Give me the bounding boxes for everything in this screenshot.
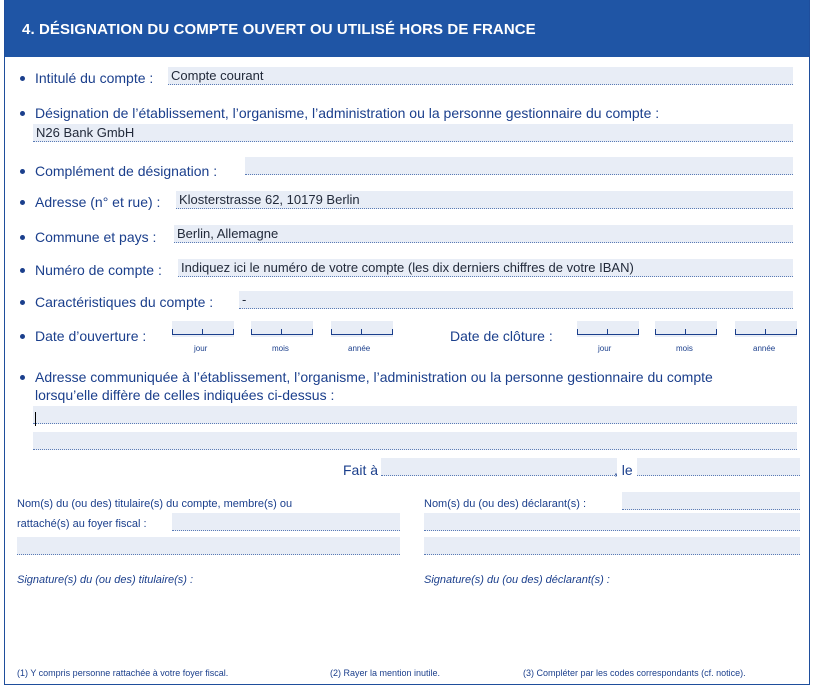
bullet-icon: [20, 375, 25, 380]
footnote-3: (3) Compléter par les codes correspondants (cf. notice).: [523, 668, 746, 678]
adresse-comm-label-1: Adresse communiquée à l’établissement, l’organisme, l’administration ou la personne gestionnaire du compte: [35, 369, 713, 385]
ouverture-annee-input[interactable]: [331, 321, 393, 337]
adresse-comm-input-2[interactable]: [33, 432, 797, 450]
le-label: , le: [614, 462, 633, 478]
cloture-mois-label: mois: [676, 344, 693, 353]
declarant-input-2[interactable]: [424, 513, 800, 531]
titulaire-input-1[interactable]: [172, 513, 400, 531]
designation-input[interactable]: N26 Bank GmbH: [33, 124, 793, 142]
numero-label: Numéro de compte :: [35, 262, 162, 278]
fait-a-input[interactable]: [381, 458, 617, 476]
adresse-input[interactable]: Klosterstrasse 62, 10179 Berlin: [176, 191, 793, 209]
fait-a-label: Fait à: [343, 462, 379, 478]
declarant-input-3[interactable]: [424, 537, 800, 555]
bullet-icon: [20, 169, 25, 174]
cloture-annee-input[interactable]: [735, 321, 797, 337]
caracteristiques-input[interactable]: -: [239, 291, 793, 309]
titulaire-label-2: rattaché(s) au foyer fiscal :: [17, 518, 147, 530]
complement-label: Complément de désignation :: [35, 163, 218, 179]
adresse-comm-input-1[interactable]: [33, 406, 797, 424]
date-input[interactable]: [637, 458, 800, 476]
cloture-label: Date de clôture :: [450, 328, 553, 344]
declarant-label: Nom(s) du (ou des) déclarant(s) :: [424, 498, 586, 510]
ouverture-annee-label: année: [348, 344, 371, 353]
bullet-icon: [20, 200, 25, 205]
commune-input[interactable]: Berlin, Allemagne: [174, 225, 793, 243]
declarant-input-1[interactable]: [622, 492, 800, 510]
signature-titulaire-label: Signature(s) du (ou des) titulaire(s) :: [17, 574, 194, 586]
signature-declarant-label: Signature(s) du (ou des) déclarant(s) :: [424, 574, 610, 586]
adresse-label: Adresse (n° et rue) :: [35, 194, 161, 210]
commune-label: Commune et pays :: [35, 229, 157, 245]
footnote-1: (1) Y compris personne rattachée à votre foyer fiscal.: [17, 668, 229, 678]
section-title: 4. DÉSIGNATION DU COMPTE OUVERT OU UTILISÉ HORS DE FRANCE: [22, 21, 536, 38]
caracteristiques-label: Caractéristiques du compte :: [35, 294, 214, 310]
numero-input[interactable]: Indiquez ici le numéro de votre compte (les dix derniers chiffres de votre IBAN): [178, 259, 793, 277]
designation-label: Désignation de l’établissement, l’organisme, l’administration ou la personne gestionnaire du compte :: [35, 105, 660, 121]
bullet-icon: [20, 76, 25, 81]
ouverture-jour-input[interactable]: [172, 321, 234, 337]
cloture-mois-input[interactable]: [655, 321, 717, 337]
intitule-input[interactable]: Compte courant: [168, 67, 793, 85]
bullet-icon: [20, 235, 25, 240]
intitule-label: Intitulé du compte :: [35, 70, 154, 86]
ouverture-mois-input[interactable]: [251, 321, 313, 337]
bullet-icon: [20, 300, 25, 305]
section-header: [5, 0, 809, 57]
ouverture-jour-label: jour: [194, 344, 208, 353]
titulaire-label-1: Nom(s) du (ou des) titulaire(s) du compte, membre(s) ou: [17, 498, 293, 510]
complement-input[interactable]: [245, 157, 793, 175]
cloture-annee-label: année: [753, 344, 776, 353]
ouverture-mois-label: mois: [272, 344, 289, 353]
bullet-icon: [20, 268, 25, 273]
cloture-jour-input[interactable]: [577, 321, 639, 337]
ouverture-label: Date d’ouverture :: [35, 328, 147, 344]
titulaire-input-2[interactable]: [17, 537, 400, 555]
bullet-icon: [20, 111, 25, 116]
footnote-2: (2) Rayer la mention inutile.: [330, 668, 441, 678]
text-cursor: [35, 412, 36, 426]
bullet-icon: [20, 334, 25, 339]
cloture-jour-label: jour: [598, 344, 612, 353]
adresse-comm-label-2: lorsqu’elle diffère de celles indiquées ci-dessus :: [35, 387, 335, 403]
